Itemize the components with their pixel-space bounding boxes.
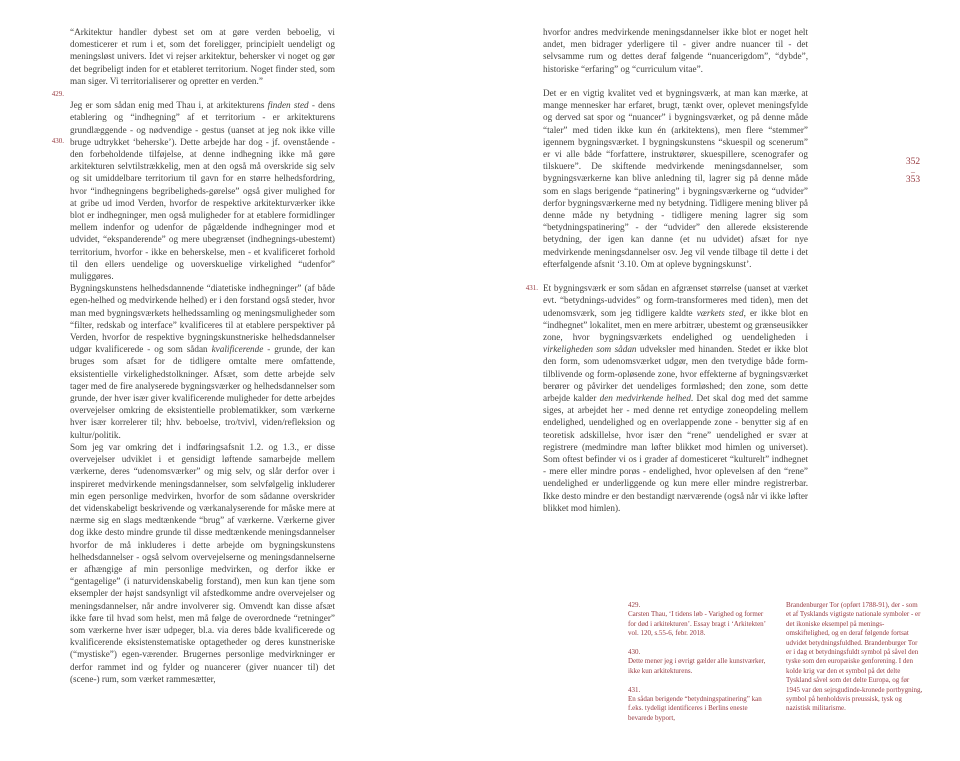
paragraph-body: Som jeg var omkring det i indføringsafsnit 1.2. og 1.3., er disse overvejelser udviklet i et gensidigt løftende samarbejde mellem værkerne, deres “udenomsværker” og mig selv, og slår derfor over i inspireret medvirkende meningsdannelser, som selvfølgelig inkluderer min egen personlige medvirken, hvorfor de som sådanne overskrider det videnskabeligt beskrivende og værkanalyserende for måske mere at nærme sig en slags medtænkende “brug” af værkerne. Værkerne giver dog ikke desto mindre grunde til disse medtænkende meningsdannelser hvorfor de må inkluderes i dette arbejde om bygningskunstens helhedsdannelser - også selvom overvejelserne og meningsdannelserne er afhængige af min personlige medvirken, og derfor ikke er “gentagelige” (i naturvidenskabelig forstand), men kun kan tjene som eksempler der højst sandsynligt vil afstedkomme andre overvejelser og meningsdannelser, når andre involverer sig. Omvendt kan disse afsæt ikke føre til hvad som helst, men må følge de overordnede “retninger” som værkerne hver især udpeger, bl.a. via deres både kvalificerede og kvalificerende eksistenstematiske optagetheder og deres kunstneriske (“mystiske”) egen-værender. Brugernes personlige medvirkninger er derfor rammet ind og fylder og nuancerer (giver nuancer til) det (scene-) rum, som værket rammesætter, (70, 441, 335, 684)
right-page-text-column (543, 26, 808, 514)
footnotes-column-1 (628, 601, 766, 723)
margin-note-430: 430. (51, 137, 64, 145)
page-number-bottom: 353 (905, 174, 921, 185)
paragraph-body: Et bygningsværk er som sådan en afgrænset størrelse (uanset at værket evt. “betydnings-udvides” og form-transformeres med tiden), men det udenomsværk, som jeg tidligere kaldte værkets sted, er ikke blot en “indhegnet” lokalitet, men en mere arbitrær, ubestemt og grænseusikker zone, hvor bygningsværkets endelighed og uendeligheden i virkeligheden som sådan udveksler med hinanden. Stedet er ikke blot den form, som udenomsværket udgør, men den tvetydige både form-tilblivende og form-opløsende zone, hvor effekterne af bygningsværket berører og påvirker det uendeliges formløshed; den zone, som dette arbejde kalder den medvirkende helhed. Det skal dog med det samme siges, at arbejdet her - med denne ret entydige zoneopdeling mellem endelighed, uendelighed og en overlappende zone - benytter sig af en teoretisk adskillelse, hvor især den “rene” uendelighed er svær at registrere (medmindre man løfter blikket mod himlen og universet). Som oftest befinder vi os i grader af domesticeret “kulturelt” indhegnet - mere eller mindre porøs - endelighed, hvor oplevelsen af den “rene” uendelighed er underliggende og kun mere eller mindre registrerbar. Ikke desto mindre er den bestandigt nærværende (også når vi ikke løfter blikket mod himlen). (543, 283, 809, 513)
paragraph-body: Det er en vigtig kvalitet ved et bygningsværk, at man kan mærke, at mange mennesker har erfaret, brugt, tænkt over, oplevet meningsfylde og derved sat spor og “nuancer” i bygningsværket, og på denne måde “taler” med tiden ikke kun én (arkitektens), men flere “stemmer” igennem bygningsværket. I bygningskunstens “skuespil og scenerum” er vi alle både “forfattere, instruktører, skuespillere, scenografer og tilskuere”. De skiftende medvirkende meningsdannelser, som bygningsværkerne kan blive anledning til, lagrer sig på denne måde som en slags berigende “patinering” i bygningsværkerne og “udvider” derfor bygningsværkerne med ny betydning. Tidligere mening bliver på denne måde ny betydning - tidligere mening lagrer sig som “betydningspatinering” - der “udvider” den allerede eksisterende betydning, der igen kan danne (et nu udvidet) afsæt for nye medvirkende meningsdannelser osv. Jeg vil vende tilbage til dette i det efterfølgende afsnit ‘3.10. Om at opleve bygningskunst’. (543, 88, 808, 269)
paragraph-body: hvorfor andres medvirkende meningsdannelser ikke blot er noget helt andet, men bidrager yderligere til - giver andre nuancer til - det selvsamme rum og dettes deraf følgende “nuancerigdom”, “dybde”, historiske “erfaring” og “curriculum vitae”. (543, 27, 808, 74)
footnote-text: En sådan berigende “betydningspatinering” kan f.eks. tydeligt identificeres i Berlins eneste bevarede byport, (628, 695, 762, 722)
footnote-text: Dette mener jeg i øvrigt gælder alle kunstværker, ikke kun arkitekturens. (628, 657, 766, 675)
footnote (628, 686, 766, 724)
left-page-text-column (70, 26, 335, 685)
footnote-number: 430. (628, 648, 641, 657)
footnote (628, 648, 766, 676)
footnote-text: Carsten Thau, ‘I tidens løb - Varighed og former for død i arkitekturen’. Essay bragt i ‘Arkitekten’ vol. 120, s.55-6, febr. 2018. (628, 610, 766, 638)
footnote (628, 601, 766, 639)
footnote-number: 431. (628, 685, 641, 694)
paragraph-quote: “Arkitektur handler dybest set om at gøre verden beboelig, vi domesticerer et rum i et, som det foreligger, principielt uendeligt og meningsløst univers. Idet vi rejser arkitektur, behersker vi noget og gør det begribeligt inden for et etableret territorium. Noget finder sted, som man siger. Vi territorialiserer og opretter en verden.” (70, 27, 335, 86)
page-number-block (896, 158, 930, 185)
footnote-number: 429. (628, 601, 641, 609)
paragraph-body: Jeg er som sådan enig med Thau i, at arkitekturens finden sted - dens etablering og “indhegning” af et territorium - er arkitekturens grundlæggende - og nødvendige - gestus (uanset at jeg nok ikke ville bruge udtrykket ‘beherske’). Dette arbejde har dog - jf. ovenstående - den forbeholdende tilføjelse, at denne indhegning ikke må gøre arkitekturen selvtilstrækkelig, men at den også må overskride sig selv og sit umiddelbare territorium til gavn for en større helhedsfordring, hvor “indhegningens begribeligheds-gørelse” også giver mulighed for at gribe ud imod Verden, hvorfor de respektive arkitekturværker ikke blot er indhegninger, men også muligheder for at etablere formidlinger mellem indenfor og udenfor de pågældende indhegninger mod et udvidet, “ekspanderende” og mere ubegrænset (indhegnings-ubestemt) territorium, hvorfor - ikke en beherskelse, men - et kvalificeret forhold til den ellers uendelige og uoverskuelige virkelighed “udenfor” muliggøres. (70, 100, 336, 282)
margin-note-431: 431. (525, 284, 538, 292)
margin-note-429: 429. (51, 90, 64, 98)
footnote-continuation: Brandenburger Tor (opført 1788-91), der - som et af Tysklands vigtigste nationale symboler - er det ikoniske eksempel på menings-omskiftelighed, og en deraf følgende fortsat udvidet betydningsfuldhed. Brandenburger Tor er i dag et betydningsfuldt symbol på såvel den tyske som den europæiske genforening. I den kolde krig var den et symbol på det delte Tyskland såvel som det delte Europa, og før 1945 var den sejrsgudinde-kronede portbygning, symbol på henholdsvis preussisk, tysk og nazistisk militarisme. (786, 601, 923, 713)
page-number-top: 352 (905, 157, 921, 167)
footnotes-column-2 (786, 601, 924, 714)
paragraph-body: Bygningskunstens helhedsdannende “diatetiske indhegninger” (af både egen-helhed og medvirkende helhed) er i den forstand også steder, hvor man med bygningsværkets helhedssamling og meningsmuligheder som “filter, redskab og interface” kvalificeres til at etablere perspektiver på Verden, hvorfor de respektive bygningskunstneriske helhedsdannelser udgør kvalificerede - og som sådan kvalificerende - grunde, der kan bruges som afsæt for de tidligere omtalte mere omfattende, eksistentielle virkelighedstolkninger. Afsæt, som dette arbejde selv tager med de fire analyserede bygningsværker og helhedsdannelser som grunde, der hver især giver kvalificerende muligheder for dette arbejdes overvejelser omkring de eksistentielle problematikker, som værkerne hver især korrelerer til; hhv. beboelse, tro/tvivl, viden/refleksion og kultur/politik. (70, 283, 335, 440)
page-number-separator: – (911, 166, 915, 176)
